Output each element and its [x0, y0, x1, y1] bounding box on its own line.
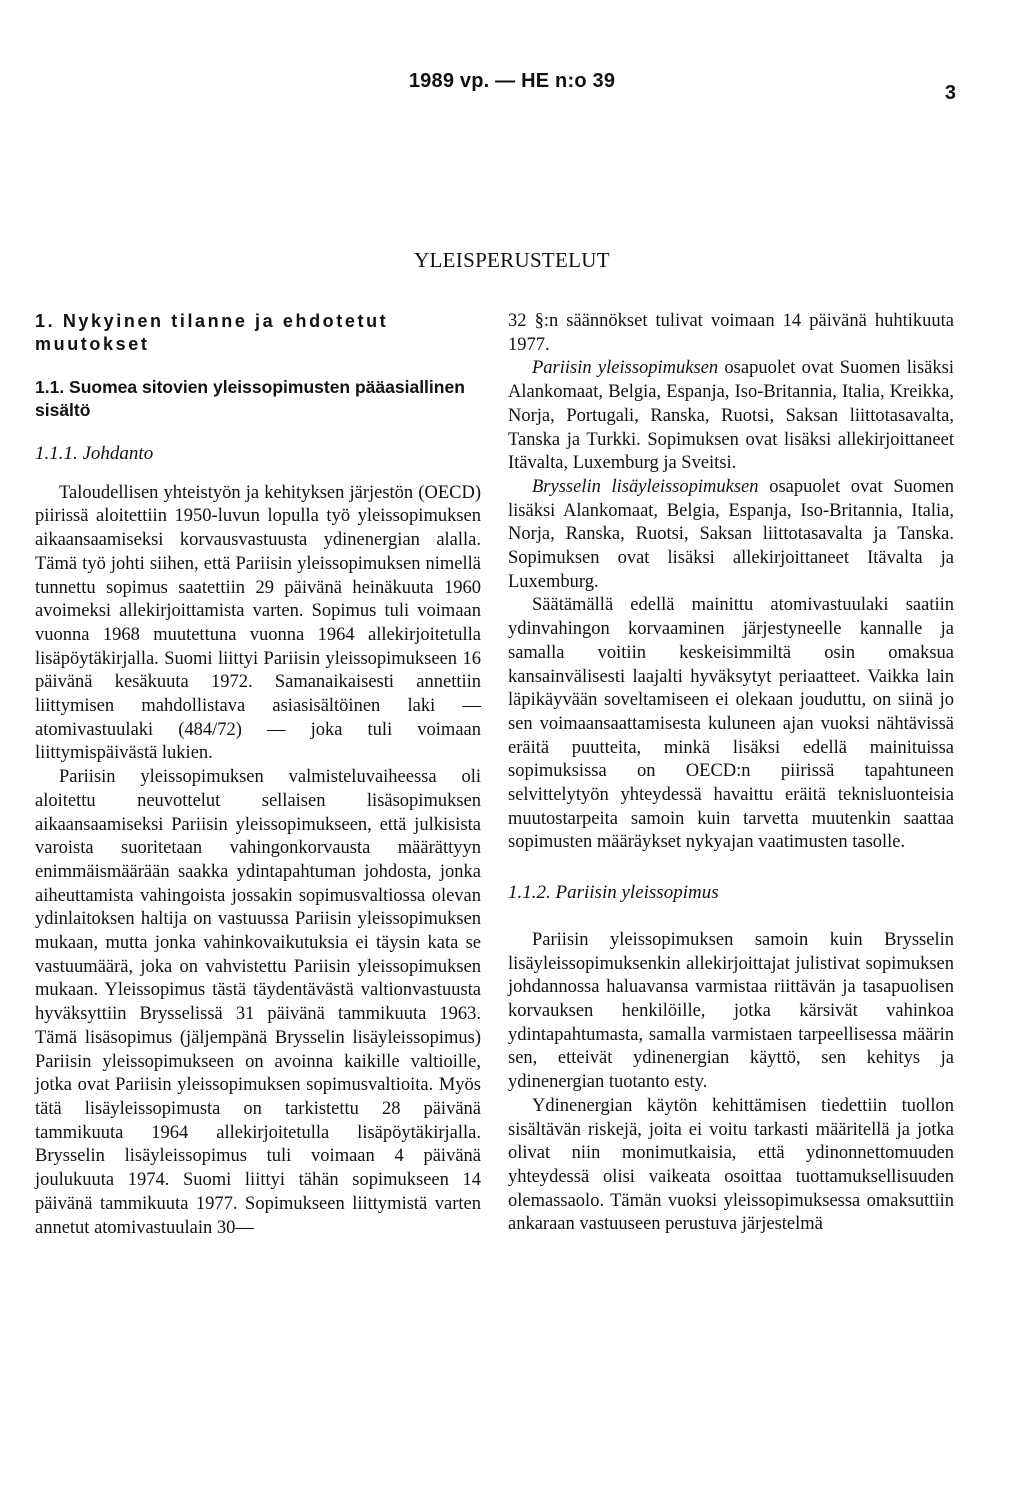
paragraph-text: osapuolet ovat Suomen lisäksi Alankomaat, Belgia, Espanja, Iso-Britannia, Italia, Kreikka, Norja, Portugali, Ranska, Ruotsi, Saksan liittotasavalta, Tanska ja Turkki. Sopimuksen ovat lisäksi allekirjoittaneet Itävalta, Luxemburg ja Sveitsi. — [508, 358, 954, 474]
page-number: 3 — [944, 82, 956, 104]
section-heading-1: 1. Nykyinen tilanne ja ehdotetut muutokset — [35, 311, 389, 354]
paragraph: Pariisin yleissopimuksen valmisteluvaiheessa oli aloitettu neuvottelut sellaisen lisäsopimuksen aikaansaamiseksi Pariisin yleissopimukseen, että julkisista varoista suoritetaan vahingonkorvausta määrättyyn enimmäismäärään saakka ydintapahtuman johdosta, jonka aiheuttamista vahingoista jossakin sopimusvaltiossa olevan ydinlaitoksen haltija on vastuussa Pariisin yleissopimuksen mukaan, mutta jonka vahinkovaikutuksia ei täysin kata se vastuumäärä, joka on vahvistettu Pariisin yleissopimuksen mukaan. Yleissopimus tästä täydentävästä valtionvastuusta hyväksyttiin Brysselissä 31 päivänä tammikuuta 1963. Tämä lisäsopimus (jäljempänä Brysselin lisäyleissopimus) Pariisin yleissopimukseen on avoinna kaikille valtioille, jotka ovat Pariisin yleissopimuksen sopimusvaltioita. Myös tätä lisäyleissopimusta on tarkistettu 28 päivänä tammikuuta 1964 allekirjoitetulla lisäpöytäkirjalla. Brysselin lisäyleissopimus tuli voimaan 4 päivänä joulukuuta 1974. Suomi liittyi tähän sopimukseen 14 päivänä tammikuuta 1977. Sopimukseen liittymistä varten annetut atomivastuulain 30— — [35, 767, 481, 1238]
running-head: 1989 vp. — HE n:o 39 — [408, 70, 616, 92]
right-column — [508, 310, 954, 1237]
paragraph: Säätämällä edellä mainittu atomivastuulaki saatiin ydinvahingon korvaaminen järjestyneelle kannalle ja samalla voitiin keskeisimmiltä osin omaksua kansainvälisesti laajalti hyväksytyt periaatteet. Vaikka lain läpikäyvään soveltamiseen ei olekaan jouduttu, on siinä jo sen voimaansaattamisesta kuluneen ajan vuoksi nähtävissä eräitä puutteita, minkä lisäksi edellä mainituissa sopimuksissa on OECD:n piirissä tapahtuneen selvittelytyön yhteydessä havaittu eräitä teknisluonteisia muutostarpeita samoin kuin tarvetta muutenkin saattaa sopimusten määräykset nykyajan vaatimusten tasolle. — [508, 595, 954, 853]
paragraph: Pariisin yleissopimuksen samoin kuin Brysselin lisäyleissopimuksenkin allekirjoittajat julistivat sopimuksen johdannossa haluavansa varmistaa riittävän ja tasapuolisen korvauksen henkilöille, jotka kärsivät vahinkoa ydintapahtumasta, samalla varmistaen tarpeellisessa määrin sen, etteivät ydinenergian käyttö, sen kehitys ja ydinenergian tuotanto esty. — [508, 929, 954, 1093]
section-heading-1-1-1: 1.1.1. Johdanto — [35, 443, 154, 464]
italic-term: Pariisin yleissopimuksen — [532, 358, 719, 379]
left-column — [35, 310, 481, 1240]
paragraph: 32 §:n säännökset tulivat voimaan 14 päivänä huhtikuuta 1977. — [508, 311, 954, 355]
section-heading-1-1-2: 1.1.2. Pariisin yleissopimus — [508, 882, 719, 904]
section-heading-1-1: 1.1. Suomea sitovien yleissopimusten pääasiallinen sisältö — [35, 377, 465, 420]
page-title: YLEISPERUSTELUT — [414, 248, 610, 272]
italic-term: Brysselin lisäyleissopimuksen — [532, 476, 759, 497]
paragraph: Taloudellisen yhteistyön ja kehityksen järjestön (OECD) piirissä aloitettiin 1950-luvun lopulla työ yleissopimuksen aikaansaamiseksi korvausvastuusta ydinenergian alalla. Tämä työ johti siihen, että Pariisin yleissopimuksen nimellä tunnettu sopimus saatettiin 29 päivänä heinäkuuta 1960 avoimeksi allekirjoittamista varten. Sopimus tuli voimaan vuonna 1968 muutettuna vuonna 1964 allekirjoitetulla lisäpöytäkirjalla. Suomi liittyi Pariisin yleissopimukseen 16 päivänä kesäkuuta 1972. Samanaikaisesti annettiin liittymisen mahdollistava asiasisältöinen laki — atomivastuulaki (484/72) — joka tuli voimaan liittymispäivästä lukien. — [35, 482, 481, 764]
paragraph-text: osapuolet ovat Suomen lisäksi Alankomaat, Belgia, Espanja, Iso-Britannia, Italia, Norja, Ranska, Ruotsi, Saksan liittotasavalta ja Tanska. Sopimuksen ovat lisäksi allekirjoittaneet Itävalta ja Luxemburg. — [508, 476, 954, 592]
paragraph: Ydinenergian käytön kehittämisen tiedettiin tuollon sisältävän riskejä, joita ei voitu tarkasti määritellä ja jotka olivat niin monimutkaisia, että ydinonnettomuuden yhteydessä olisi vaikeata osoittaa tuottamuksellisuuden olemassaolo. Tämän vuoksi yleissopimuksessa omaksuttiin ankaraan vastuuseen perustuva järjestelmä — [508, 1095, 954, 1235]
paragraph — [508, 476, 954, 595]
paragraph — [508, 357, 954, 476]
